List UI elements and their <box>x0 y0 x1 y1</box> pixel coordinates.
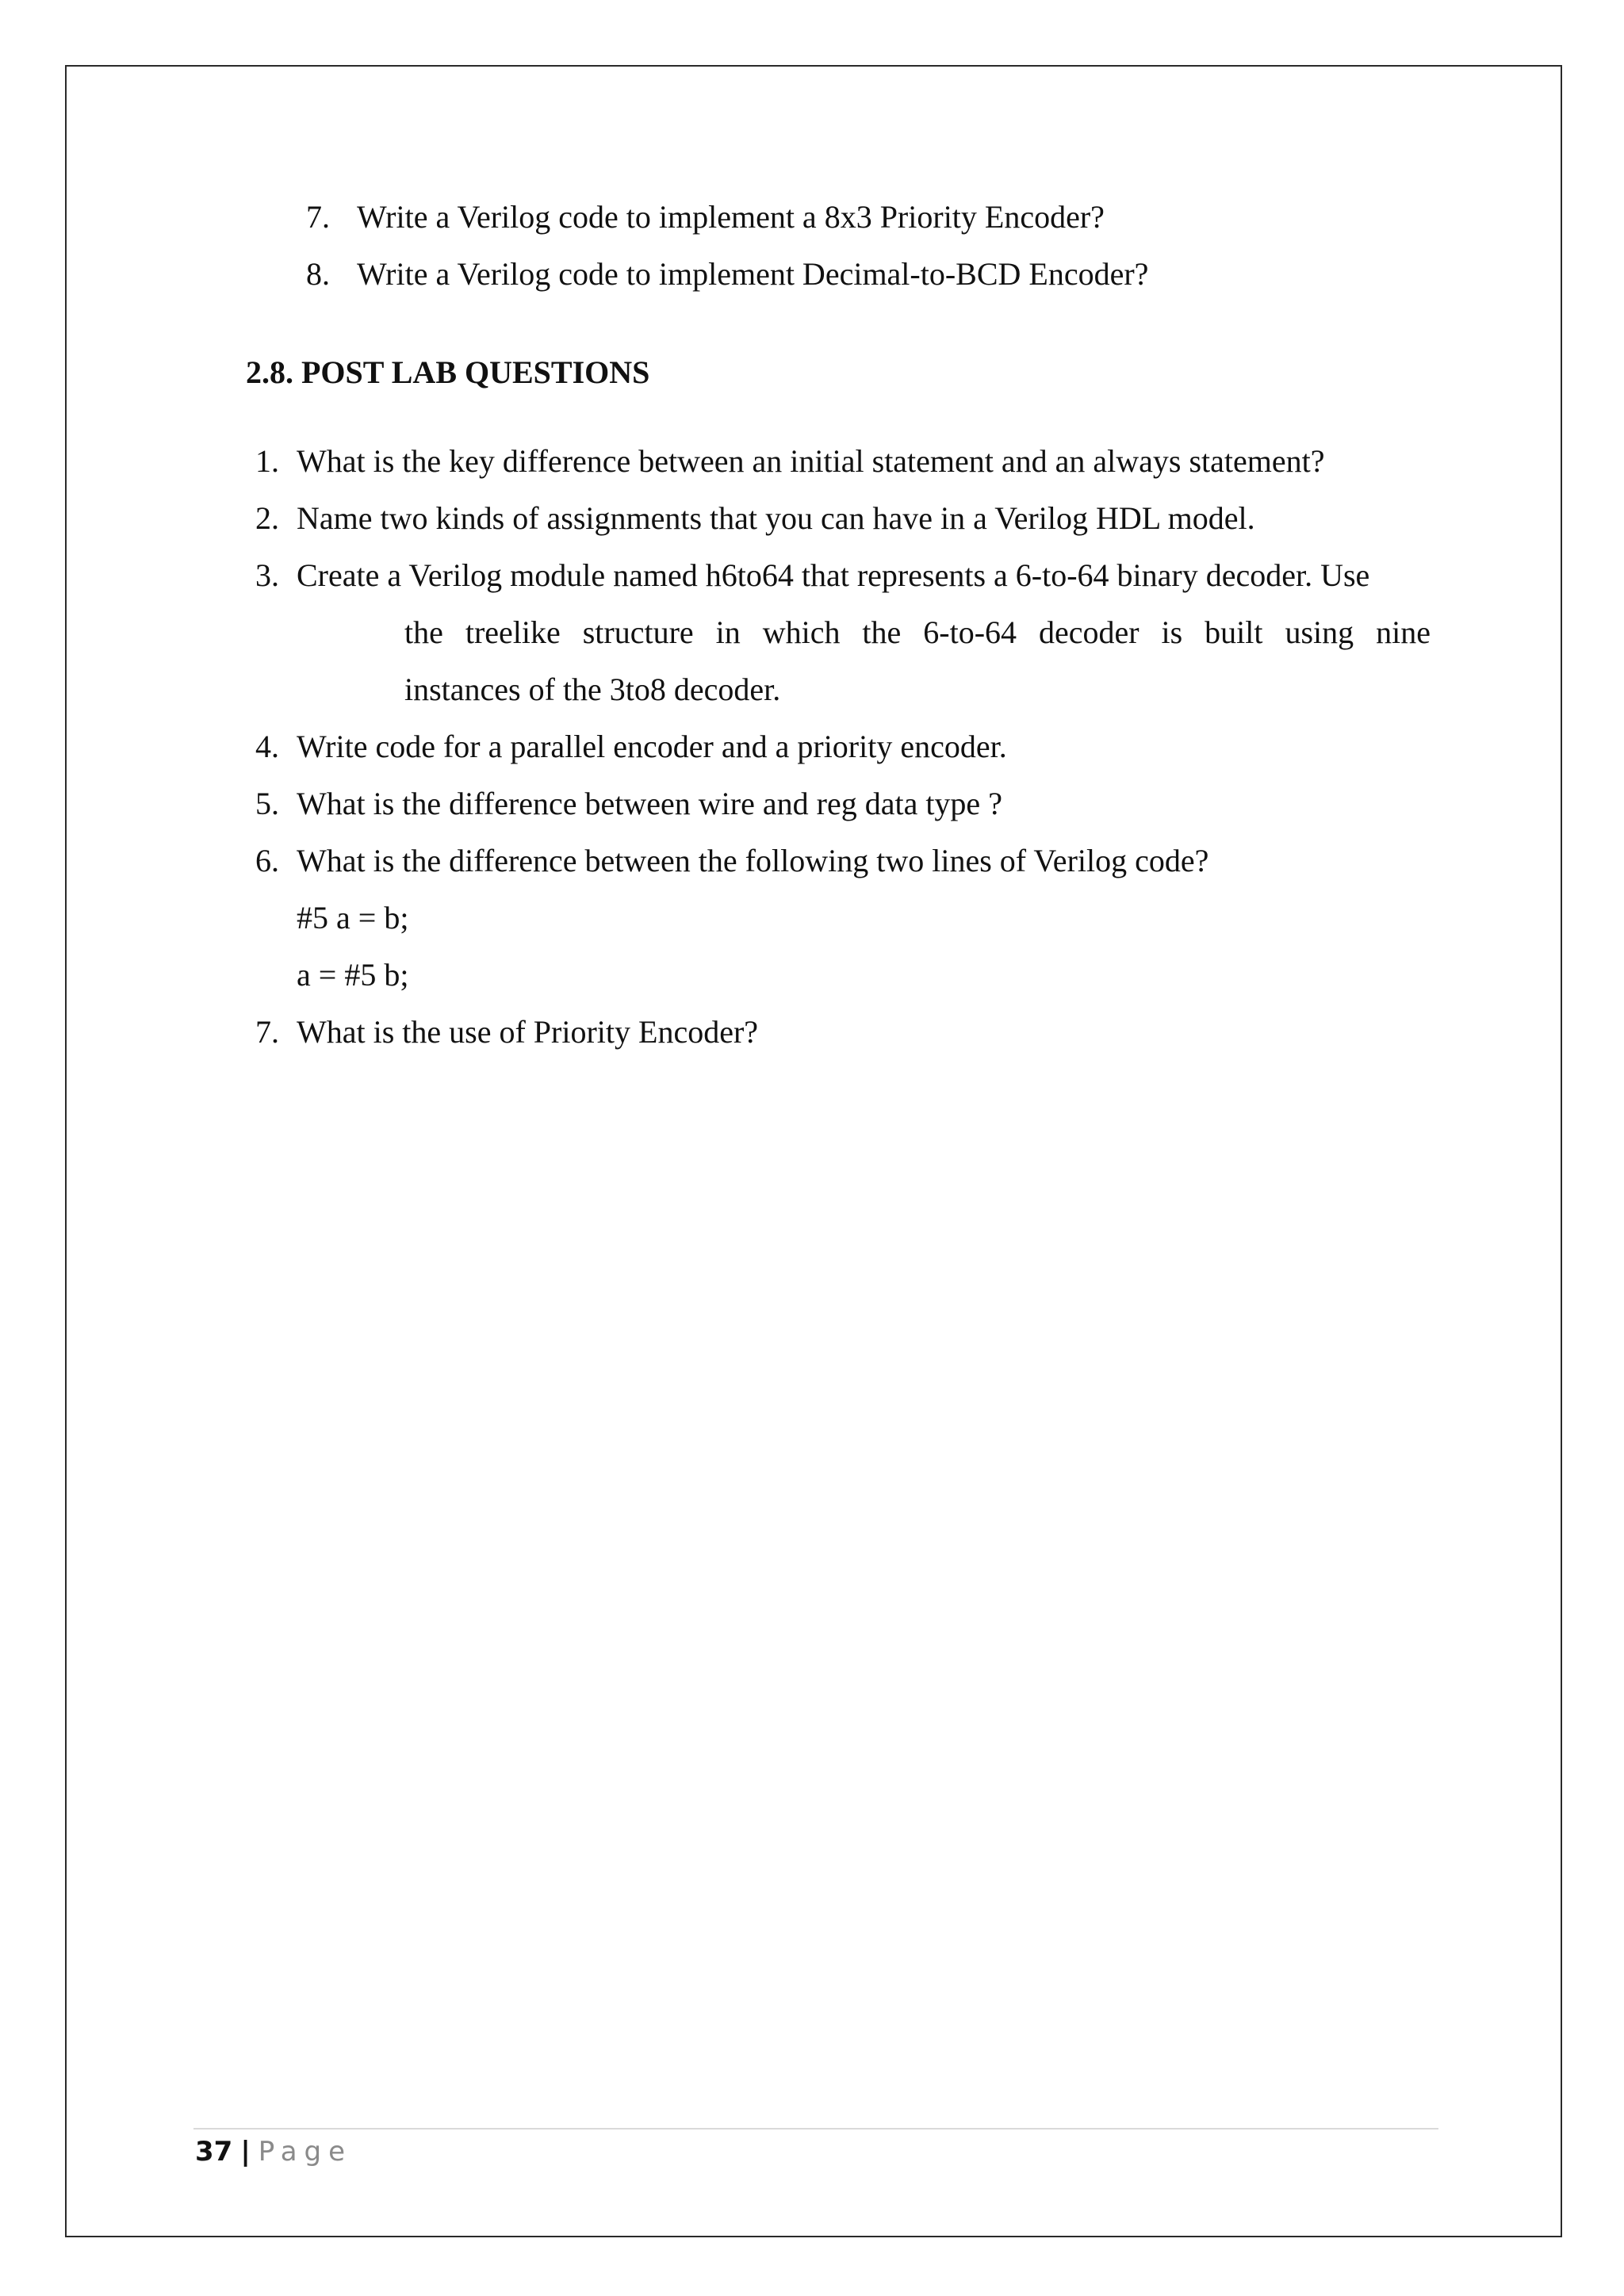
question-number: 3. <box>255 557 279 593</box>
question-text: What is the key difference between an initial statement and an always statement? <box>297 443 1325 479</box>
section-heading: 2.8. POST LAB QUESTIONS <box>246 354 650 390</box>
question-number: 1. <box>255 443 279 479</box>
question-text: Name two kinds of assignments that you can have in a Verilog HDL model. <box>297 500 1255 536</box>
footer-separator: | <box>240 2136 251 2168</box>
page-number: 37 <box>195 2136 233 2168</box>
question-number: 2. <box>255 500 279 536</box>
question-text: Write code for a parallel encoder and a priority encoder. <box>297 729 1007 764</box>
question-text: What is the use of Priority Encoder? <box>297 1014 759 1050</box>
code-line: a = #5 b; <box>297 957 409 993</box>
code-line: #5 a = b; <box>297 900 409 936</box>
question-continuation: the treelike structure in which the 6-to-64 decoder is built using nine <box>404 614 1431 650</box>
question-text: What is the difference between the following two lines of Verilog code? <box>297 843 1209 878</box>
question-text: Create a Verilog module named h6to64 that represents a 6-to-64 binary decoder. Use <box>297 557 1370 593</box>
footer-rule <box>193 2128 1438 2130</box>
question-number: 4. <box>255 729 279 764</box>
page-footer <box>195 2134 352 2169</box>
question-number: 7. <box>255 1014 279 1050</box>
list-item-number: 7. <box>306 199 330 235</box>
question-continuation: instances of the 3to8 decoder. <box>404 672 781 707</box>
question-text: What is the difference between wire and reg data type ? <box>297 786 1002 821</box>
question-number: 5. <box>255 786 279 821</box>
list-item-text: Write a Verilog code to implement a 8x3 Priority Encoder? <box>357 199 1105 235</box>
list-item-text: Write a Verilog code to implement Decimal-to-BCD Encoder? <box>357 256 1149 292</box>
question-number: 6. <box>255 843 279 878</box>
list-item-number: 8. <box>306 256 330 292</box>
page-label: Page <box>258 2136 353 2168</box>
